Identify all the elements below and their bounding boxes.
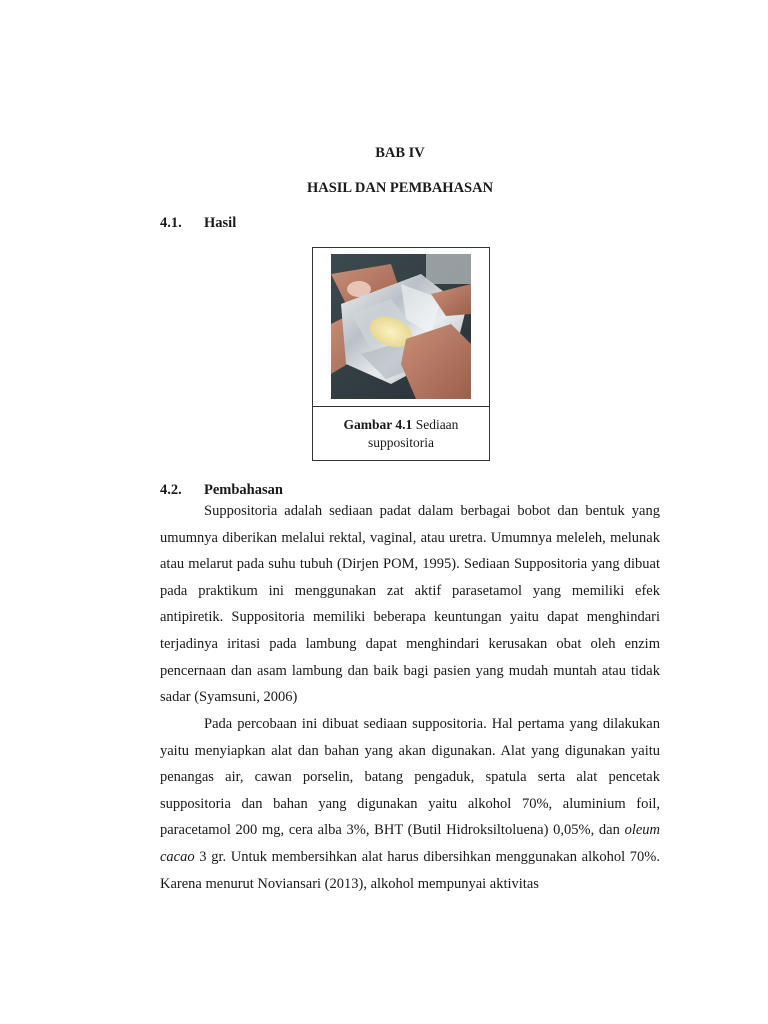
paragraph-2-text-end: 3 gr. Untuk membersihkan alat harus dibersihkan menggunakan alkohol 70%. Karena menurut Noviansari (2013), alkohol mempunyai aktivitas — [160, 848, 661, 892]
paragraph-2-text: Pada percobaan ini dibuat sediaan suppositoria. Hal pertama yang dilakukan yaitu menyiapkan alat dan bahan yang akan digunakan. Alat yang digunakan yaitu penangas air, cawan porselin, batang pengaduk, spatula serta alat pencetak suppositoria dan bahan yang digunakan yaitu alkohol 70%, aluminium foil, paracetamol 200 mg, cera alba 3%, BHT (Butil Hidroksiltoluena) 0,05%, dan — [160, 716, 660, 839]
paragraph-1 — [160, 498, 660, 711]
suppository-photo — [331, 254, 471, 399]
section-title: Pembahasan — [204, 482, 283, 498]
section-heading-pembahasan — [160, 482, 283, 499]
figure — [312, 247, 490, 461]
figure-caption-text: Sediaan suppositoria — [368, 417, 459, 450]
paragraph-2-italic: oleum cacao — [160, 822, 660, 865]
figure-label: Gambar 4.1 — [343, 417, 413, 432]
figure-photo-cell — [313, 248, 489, 407]
chapter-number: BAB IV — [375, 145, 425, 161]
section-number: 4.2. — [160, 482, 182, 498]
paragraph-2 — [160, 711, 660, 897]
paragraph-1-text: Suppositoria adalah sediaan padat dalam berbagai bobot dan bentuk yang umumnya diberikan melalui rektal, vaginal, atau uretra. Umumnya meleleh, melunak atau melarut pada suhu tubuh (Dirjen POM, 1995). Sediaan Suppositoria yang dibuat pada praktikum ini menggunakan zat aktif parasetamol yang memiliki efek antipiretik. Suppositoria memiliki beberapa keuntungan yaitu dapat menghindari terjadinya iritasi pada lambung dapat menghindari kerusakan obat oleh enzim pencernaan dan asam lambung dan baik bagi pasien yang mudah muntah atau tidak sadar (Syamsuni, 2006) — [160, 503, 660, 706]
chapter-title: HASIL DAN PEMBAHASAN — [306, 180, 494, 196]
section-number: 4.1. — [160, 215, 182, 231]
section-heading-hasil — [160, 215, 236, 232]
figure-caption — [313, 416, 489, 452]
section-title: Hasil — [204, 215, 237, 231]
